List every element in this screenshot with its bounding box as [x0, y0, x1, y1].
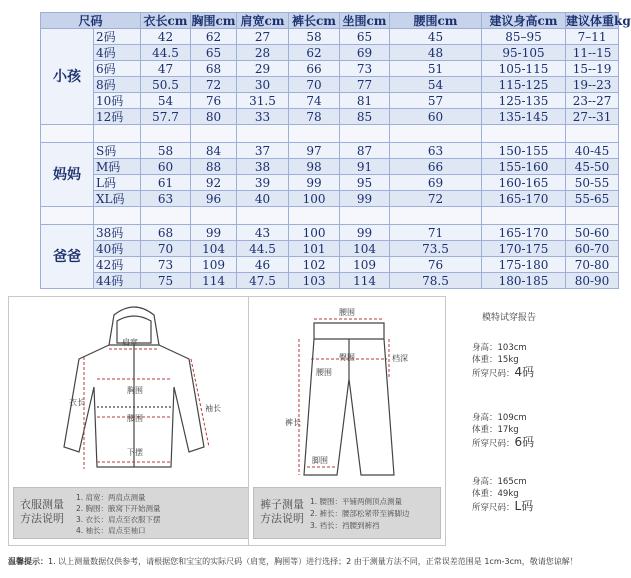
jacket-waist-label: 腰围: [127, 414, 143, 423]
table-cell: 72: [191, 77, 237, 93]
pants-leg-label: 脚围: [312, 456, 328, 465]
table-cell: 73: [340, 61, 390, 77]
table-cell: 65: [191, 45, 237, 61]
table-cell: 81: [340, 93, 390, 109]
table-cell: 29: [237, 61, 289, 77]
table-gap-cell: [237, 207, 289, 225]
model-2-size-label: 所穿尺码：: [472, 439, 515, 449]
table-cell: 69: [390, 175, 482, 191]
table-cell: 114: [340, 273, 390, 289]
pants-hip-label: 臀围: [339, 353, 355, 362]
table-cell: 54: [141, 93, 191, 109]
table-cell: 60: [141, 159, 191, 175]
model-1-size-row: [472, 366, 534, 380]
model-1-size-label: 所穿尺码：: [472, 369, 515, 379]
size-cell: 10码: [94, 93, 141, 109]
table-cell: 27: [237, 29, 289, 45]
table-cell: 88: [191, 159, 237, 175]
table-cell: 37: [237, 143, 289, 159]
size-cell: L码: [94, 175, 141, 191]
group-label: 小孩: [41, 29, 94, 125]
table-cell: 63: [390, 143, 482, 159]
model-report-title: 模特试穿报告: [482, 313, 537, 323]
table-row: [41, 109, 619, 125]
header-size: 尺码: [41, 13, 141, 29]
table-cell: 44.5: [237, 241, 289, 257]
table-gap-cell: [390, 207, 482, 225]
model-3-size: L码: [514, 499, 534, 513]
table-cell: 44.5: [141, 45, 191, 61]
table-cell: 70-80: [566, 257, 619, 273]
model-3-size-row: [472, 500, 533, 514]
table-cell: 76: [191, 93, 237, 109]
model-1-weight: 体重：15kg: [472, 355, 519, 365]
table-row: [41, 273, 619, 289]
table-cell: 105-115: [482, 61, 566, 77]
table-header-row: [41, 13, 619, 29]
table-cell: 61: [141, 175, 191, 191]
table-cell: 96: [191, 191, 237, 207]
table-cell: 50.5: [141, 77, 191, 93]
model-2-height: 身高：109cm: [472, 413, 527, 423]
jacket-note-1: 1. 肩宽：两肩点测量: [76, 493, 146, 502]
model-3-size-label: 所穿尺码：: [472, 503, 515, 513]
jacket-sleeve-label: 袖长: [205, 404, 221, 413]
table-cell: 155-160: [482, 159, 566, 175]
jacket-chest-label: 胸围: [127, 386, 143, 395]
table-cell: 114: [191, 273, 237, 289]
table-gap-cell: [390, 125, 482, 143]
table-cell: 40-45: [566, 143, 619, 159]
table-cell: 62: [289, 45, 340, 61]
size-cell: 40码: [94, 241, 141, 257]
table-cell: 55-65: [566, 191, 619, 207]
table-cell: 175-180: [482, 257, 566, 273]
warm-tip: [8, 556, 578, 567]
table-cell: 47.5: [237, 273, 289, 289]
table-row: [41, 29, 619, 45]
model-report: [452, 300, 612, 544]
size-cell: 44码: [94, 273, 141, 289]
table-cell: 33: [237, 109, 289, 125]
table-gap-cell: [191, 125, 237, 143]
table-cell: 80: [191, 109, 237, 125]
table-cell: 99: [191, 225, 237, 241]
table-cell: 48: [390, 45, 482, 61]
jacket-length-label: 衣长: [69, 398, 85, 407]
table-gap-cell: [191, 207, 237, 225]
table-row: [41, 225, 619, 241]
table-cell: 100: [289, 191, 340, 207]
table-cell: 85: [340, 109, 390, 125]
model-1-size: 4码: [514, 365, 535, 379]
table-gap-cell: [41, 207, 94, 225]
table-gap-cell: [141, 125, 191, 143]
table-cell: 40: [237, 191, 289, 207]
table-cell: 75: [141, 273, 191, 289]
table-gap-cell: [482, 125, 566, 143]
jacket-note-title: 衣服测量方法说明: [20, 498, 64, 525]
table-cell: 50-60: [566, 225, 619, 241]
table-gap-cell: [237, 125, 289, 143]
table-cell: 65: [340, 29, 390, 45]
table-cell: 66: [390, 159, 482, 175]
table-cell: 99: [340, 191, 390, 207]
model-3-height: 身高：165cm: [472, 477, 527, 487]
table-gap-cell: [566, 125, 619, 143]
table-cell: 73.5: [390, 241, 482, 257]
table-cell: 103: [289, 273, 340, 289]
table-cell: 180-185: [482, 273, 566, 289]
table-gap-cell: [566, 207, 619, 225]
table-cell: 31.5: [237, 93, 289, 109]
table-cell: 73: [141, 257, 191, 273]
table-cell: 46: [237, 257, 289, 273]
table-cell: 19--23: [566, 77, 619, 93]
table-cell: 104: [340, 241, 390, 257]
table-row: [41, 77, 619, 93]
table-cell: 92: [191, 175, 237, 191]
model-3: [472, 476, 533, 514]
header-shoulder: 肩宽cm: [237, 13, 289, 29]
table-cell: 95-105: [482, 45, 566, 61]
table-cell: 68: [141, 225, 191, 241]
table-cell: 54: [390, 77, 482, 93]
table-cell: 170-175: [482, 241, 566, 257]
table-cell: 76: [390, 257, 482, 273]
table-cell: 58: [289, 29, 340, 45]
table-gap-cell: [41, 125, 94, 143]
pants-note-title: 裤子测量方法说明: [260, 498, 304, 525]
table-cell: 80-90: [566, 273, 619, 289]
table-cell: 30: [237, 77, 289, 93]
table-gap-cell: [94, 207, 141, 225]
group-label: 爸爸: [41, 225, 94, 289]
table-cell: 57.7: [141, 109, 191, 125]
size-cell: 38码: [94, 225, 141, 241]
jacket-hem-label: 下摆: [127, 448, 143, 457]
table-cell: 7–11: [566, 29, 619, 45]
table-gap-row: [41, 125, 619, 143]
jacket-diagram-panel: [8, 296, 260, 546]
header-hip: 坐围cm: [340, 13, 390, 29]
pants-waist-label: 腰围: [339, 308, 355, 317]
table-cell: 57: [390, 93, 482, 109]
warm-tip-label: 温馨提示：: [8, 557, 48, 566]
model-2-size-row: [472, 436, 534, 450]
model-3-weight: 体重：49kg: [472, 489, 519, 499]
size-cell: 2码: [94, 29, 141, 45]
table-gap-cell: [482, 207, 566, 225]
table-cell: 71: [390, 225, 482, 241]
table-cell: 23--27: [566, 93, 619, 109]
table-gap-cell: [340, 125, 390, 143]
model-2: [472, 412, 534, 450]
table-cell: 91: [340, 159, 390, 175]
size-cell: 8码: [94, 77, 141, 93]
table-cell: 160-165: [482, 175, 566, 191]
header-length: 衣长cm: [141, 13, 191, 29]
pants-illustration: [249, 297, 445, 487]
table-row: [41, 159, 619, 175]
jacket-note-box: [13, 487, 255, 539]
table-cell: 125-135: [482, 93, 566, 109]
table-cell: 165-170: [482, 225, 566, 241]
table-cell: 87: [340, 143, 390, 159]
group-label: 妈妈: [41, 143, 94, 207]
table-cell: 85–95: [482, 29, 566, 45]
table-row: [41, 241, 619, 257]
model-1: [472, 342, 534, 380]
table-cell: 47: [141, 61, 191, 77]
table-cell: 60: [390, 109, 482, 125]
table-cell: 15--19: [566, 61, 619, 77]
table-cell: 27--31: [566, 109, 619, 125]
table-cell: 62: [191, 29, 237, 45]
table-cell: 39: [237, 175, 289, 191]
pants-length-label: 裤长: [285, 418, 301, 427]
table-cell: 78.5: [390, 273, 482, 289]
table-cell: 102: [289, 257, 340, 273]
table-cell: 109: [340, 257, 390, 273]
table-cell: 78: [289, 109, 340, 125]
table-gap-cell: [141, 207, 191, 225]
table-cell: 104: [191, 241, 237, 257]
model-1-height: 身高：103cm: [472, 343, 527, 353]
model-2-weight: 体重：17kg: [472, 425, 519, 435]
table-cell: 68: [191, 61, 237, 77]
table-row: [41, 257, 619, 273]
table-cell: 99: [289, 175, 340, 191]
table-gap-cell: [289, 207, 340, 225]
size-cell: 6码: [94, 61, 141, 77]
table-cell: 45: [390, 29, 482, 45]
table-cell: 58: [141, 143, 191, 159]
table-cell: 115-125: [482, 77, 566, 93]
table-cell: 99: [340, 225, 390, 241]
pants-note-box: [253, 487, 441, 539]
table-cell: 165-170: [482, 191, 566, 207]
table-cell: 11--15: [566, 45, 619, 61]
pants-rise-label: 档深: [392, 354, 408, 363]
table-row: [41, 45, 619, 61]
size-cell: 4码: [94, 45, 141, 61]
table-cell: 135-145: [482, 109, 566, 125]
table-cell: 70: [289, 77, 340, 93]
pants-note-2: 2. 裤长：腰部松紧带至裤脚边: [310, 509, 410, 518]
jacket-note-3: 3. 衣长：肩点至衣服下摆: [76, 515, 161, 524]
table-cell: 100: [289, 225, 340, 241]
size-cell: 12码: [94, 109, 141, 125]
table-body: [41, 29, 619, 289]
table-cell: 72: [390, 191, 482, 207]
table-cell: 95: [340, 175, 390, 191]
table-cell: 77: [340, 77, 390, 93]
table-cell: 97: [289, 143, 340, 159]
table-cell: 74: [289, 93, 340, 109]
table-row: [41, 61, 619, 77]
table-gap-row: [41, 207, 619, 225]
header-waist: 腰围cm: [390, 13, 482, 29]
size-cell: M码: [94, 159, 141, 175]
header-weight: 建议体重kg: [566, 13, 631, 28]
table-cell: 70: [141, 241, 191, 257]
table-cell: 43: [237, 225, 289, 241]
table-cell: 28: [237, 45, 289, 61]
table-cell: 109: [191, 257, 237, 273]
table-gap-cell: [289, 125, 340, 143]
pants-diagram-panel: [248, 296, 446, 546]
table-gap-cell: [340, 207, 390, 225]
model-2-size: 6码: [514, 435, 535, 449]
header-height: 建议身高cm: [482, 13, 566, 29]
table-cell: 51: [390, 61, 482, 77]
header-chest: 胸围cm: [191, 13, 236, 28]
header-pants-length: 裤长cm: [289, 13, 340, 29]
table-cell: 69: [340, 45, 390, 61]
pants-note-3: 3. 裆长：裆腰到裤裆: [310, 521, 380, 530]
table-cell: 45-50: [566, 159, 619, 175]
jacket-note-2: 2. 胸围：腋窝下开始测量: [76, 504, 161, 513]
table-row: [41, 191, 619, 207]
warm-tip-text: 1. 以上测量数据仅供参考，请根据您和宝宝的实际尺码（肩宽，胸围等）进行选择；2 由于测量方法不同，正常误差范围是 1cm-3cm，敬请您谅解！: [48, 557, 578, 566]
size-cell: S码: [94, 143, 141, 159]
table-row: [41, 175, 619, 191]
table-cell: 66: [289, 61, 340, 77]
table-cell: 60-70: [566, 241, 619, 257]
size-chart-table: [40, 12, 631, 289]
table-row: [41, 93, 619, 109]
table-cell: 84: [191, 143, 237, 159]
pants-waist2-label: 腰围: [316, 368, 332, 377]
pants-note-1: 1. 腰围：平铺两侧顶点测量: [310, 497, 403, 506]
table-cell: 98: [289, 159, 340, 175]
jacket-note-4: 4. 袖长：肩点至袖口: [76, 526, 146, 535]
jacket-shoulder-label: 肩宽: [122, 338, 138, 347]
table-cell: 101: [289, 241, 340, 257]
table-cell: 42: [141, 29, 191, 45]
size-cell: 42码: [94, 257, 141, 273]
table-cell: 50-55: [566, 175, 619, 191]
table-cell: 150-155: [482, 143, 566, 159]
table-row: [41, 143, 619, 159]
table-cell: 38: [237, 159, 289, 175]
size-cell: XL码: [94, 191, 141, 207]
table-cell: 63: [141, 191, 191, 207]
table-gap-cell: [94, 125, 141, 143]
